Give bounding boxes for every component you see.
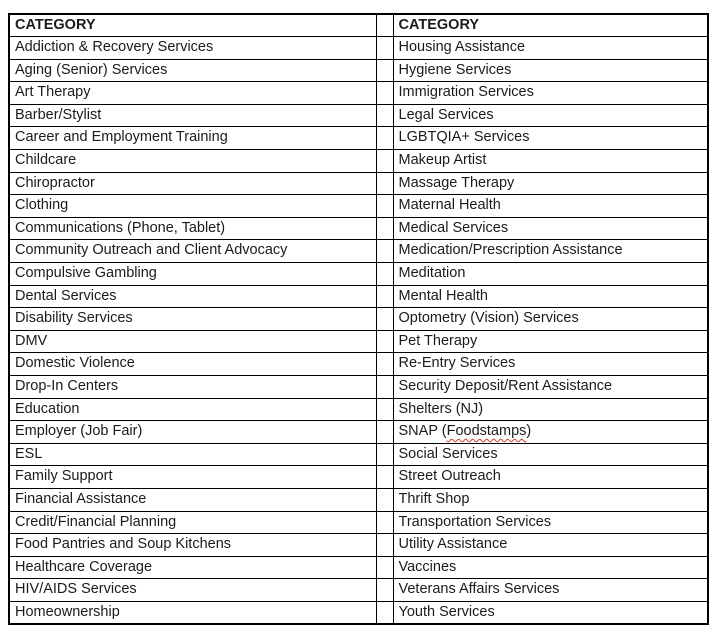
spacer-cell — [376, 421, 393, 444]
table-row — [9, 104, 708, 127]
category-cell-left: Dental Services — [9, 285, 376, 308]
table-row — [9, 172, 708, 195]
category-cell-right: Youth Services — [393, 601, 708, 624]
table-row — [9, 127, 708, 150]
category-cell-right: Social Services — [393, 443, 708, 466]
spacer-cell — [376, 330, 393, 353]
category-cell-right: Hygiene Services — [393, 59, 708, 82]
table-row — [9, 82, 708, 105]
spacer-cell — [376, 104, 393, 127]
category-cell-left: Drop-In Centers — [9, 376, 376, 399]
category-cell-right: Mental Health — [393, 285, 708, 308]
category-cell-left: Credit/Financial Planning — [9, 511, 376, 534]
category-cell-right: Medication/Prescription Assistance — [393, 240, 708, 263]
category-cell-left: Food Pantries and Soup Kitchens — [9, 534, 376, 557]
table-row — [9, 263, 708, 286]
category-cell-right: Shelters (NJ) — [393, 398, 708, 421]
table-row — [9, 398, 708, 421]
spacer-cell — [376, 285, 393, 308]
category-cell-left: Domestic Violence — [9, 353, 376, 376]
category-cell-right: Vaccines — [393, 556, 708, 579]
spacer-cell — [376, 240, 393, 263]
table-row — [9, 534, 708, 557]
table-body — [9, 37, 708, 624]
table-row — [9, 240, 708, 263]
spacer-cell — [376, 59, 393, 82]
table-row — [9, 37, 708, 60]
category-cell-right: Maternal Health — [393, 195, 708, 218]
table-row — [9, 488, 708, 511]
table-row — [9, 308, 708, 331]
spacer-cell — [376, 579, 393, 602]
category-cell-left: Career and Employment Training — [9, 127, 376, 150]
spacer-cell — [376, 376, 393, 399]
category-cell-right: Security Deposit/Rent Assistance — [393, 376, 708, 399]
column-header-right: CATEGORY — [393, 14, 708, 37]
category-cell-left: Communications (Phone, Tablet) — [9, 217, 376, 240]
category-cell-right: Meditation — [393, 263, 708, 286]
table-row — [9, 353, 708, 376]
table-row — [9, 443, 708, 466]
category-cell-left: Homeownership — [9, 601, 376, 624]
category-cell-left: Barber/Stylist — [9, 104, 376, 127]
category-cell-left: Aging (Senior) Services — [9, 59, 376, 82]
table-row — [9, 579, 708, 602]
spacer-cell — [376, 511, 393, 534]
table-row — [9, 556, 708, 579]
category-cell-right: Massage Therapy — [393, 172, 708, 195]
category-cell-left: Employer (Job Fair) — [9, 421, 376, 444]
category-cell-left: Art Therapy — [9, 82, 376, 105]
category-cell-right: Utility Assistance — [393, 534, 708, 557]
category-cell-left: DMV — [9, 330, 376, 353]
table-row — [9, 511, 708, 534]
category-cell-left: Chiropractor — [9, 172, 376, 195]
table-row — [9, 150, 708, 173]
spacer-cell — [376, 195, 393, 218]
category-cell-right: Optometry (Vision) Services — [393, 308, 708, 331]
spacer-cell — [376, 263, 393, 286]
table-row — [9, 59, 708, 82]
spacer-cell — [376, 601, 393, 624]
category-table — [8, 13, 709, 625]
spacer-cell — [376, 150, 393, 173]
spacer-cell — [376, 466, 393, 489]
category-cell-left: Education — [9, 398, 376, 421]
category-cell-right: Makeup Artist — [393, 150, 708, 173]
spacer-cell — [376, 556, 393, 579]
spacer-cell — [376, 443, 393, 466]
spacer-cell — [376, 37, 393, 60]
category-cell-left: Childcare — [9, 150, 376, 173]
category-cell-right: Veterans Affairs Services — [393, 579, 708, 602]
category-cell-right: Street Outreach — [393, 466, 708, 489]
table-row — [9, 285, 708, 308]
misspelled-word: Foodstamps — [446, 423, 527, 440]
category-cell-right: Re-Entry Services — [393, 353, 708, 376]
category-cell-left: Healthcare Coverage — [9, 556, 376, 579]
spacer-cell — [376, 82, 393, 105]
spacer-cell — [376, 488, 393, 511]
table-row — [9, 376, 708, 399]
table-row — [9, 421, 708, 444]
category-cell-left: Financial Assistance — [9, 488, 376, 511]
category-cell-right: Housing Assistance — [393, 37, 708, 60]
table-row — [9, 330, 708, 353]
spacer-cell — [376, 353, 393, 376]
category-cell-left: HIV/AIDS Services — [9, 579, 376, 602]
spacer-cell — [376, 534, 393, 557]
category-cell-right: Transportation Services — [393, 511, 708, 534]
category-cell-right: Immigration Services — [393, 82, 708, 105]
category-cell-left: Clothing — [9, 195, 376, 218]
category-cell-left: Community Outreach and Client Advocacy — [9, 240, 376, 263]
category-cell-left: ESL — [9, 443, 376, 466]
table-row — [9, 601, 708, 624]
spacer-cell — [376, 127, 393, 150]
spacer-cell — [376, 398, 393, 421]
category-cell-right: SNAP (Foodstamps) — [393, 421, 708, 444]
header-row — [9, 14, 708, 37]
spacer-header-cell — [376, 14, 393, 37]
category-cell-right: LGBTQIA+ Services — [393, 127, 708, 150]
table-row — [9, 195, 708, 218]
spacer-cell — [376, 217, 393, 240]
spacer-cell — [376, 308, 393, 331]
column-header-left: CATEGORY — [9, 14, 376, 37]
category-cell-left: Disability Services — [9, 308, 376, 331]
table-row — [9, 466, 708, 489]
category-cell-left: Addiction & Recovery Services — [9, 37, 376, 60]
table-row — [9, 217, 708, 240]
category-cell-right: Legal Services — [393, 104, 708, 127]
category-cell-left: Family Support — [9, 466, 376, 489]
category-cell-right: Medical Services — [393, 217, 708, 240]
category-cell-right: Thrift Shop — [393, 488, 708, 511]
category-cell-right: Pet Therapy — [393, 330, 708, 353]
category-cell-left: Compulsive Gambling — [9, 263, 376, 286]
spacer-cell — [376, 172, 393, 195]
